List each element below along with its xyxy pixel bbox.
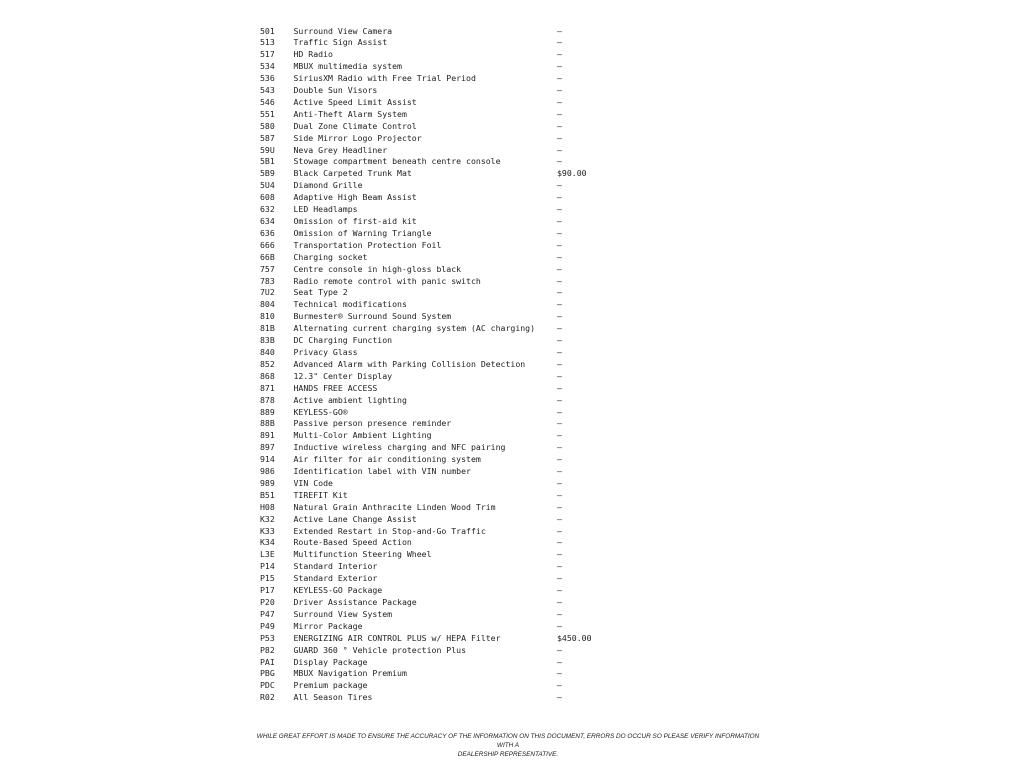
option-description: VIN Code xyxy=(293,477,333,488)
option-description: HD Radio xyxy=(293,49,333,60)
option-description: Double Sun Visors xyxy=(293,85,378,96)
option-price: — xyxy=(557,406,562,417)
option-description: Technical modifications xyxy=(293,299,407,310)
option-code: P15 xyxy=(260,573,275,584)
option-code: 536 xyxy=(260,73,275,84)
option-price: — xyxy=(557,85,562,96)
option-price: — xyxy=(557,382,562,393)
option-description: Inductive wireless charging and NFC pairing xyxy=(293,442,506,453)
option-code: K34 xyxy=(260,537,275,548)
option-description: Route-Based Speed Action xyxy=(293,537,412,548)
option-row xyxy=(260,252,620,264)
option-description: Identification label with VIN number xyxy=(293,466,471,477)
option-description: Multifunction Steering Wheel xyxy=(293,549,432,560)
option-description: Seat Type 2 xyxy=(293,287,348,298)
option-description: Stowage compartment beneath centre console xyxy=(293,156,501,167)
option-code: 513 xyxy=(260,37,275,48)
option-code: 534 xyxy=(260,61,275,72)
option-code: 5U4 xyxy=(260,180,275,191)
option-row xyxy=(260,407,620,419)
option-description: Black Carpeted Trunk Mat xyxy=(293,168,412,179)
option-row xyxy=(260,347,620,359)
option-row xyxy=(260,145,620,157)
option-row xyxy=(260,287,620,299)
option-row xyxy=(260,26,620,38)
option-code: 501 xyxy=(260,25,275,36)
option-price: — xyxy=(557,597,562,607)
option-row xyxy=(260,61,620,73)
option-code: P20 xyxy=(260,597,275,607)
option-description: KEYLESS-GO® xyxy=(293,406,348,417)
option-code: 543 xyxy=(260,85,275,96)
option-code: 868 xyxy=(260,370,275,381)
option-row xyxy=(260,359,620,371)
option-code: 804 xyxy=(260,299,275,310)
option-price: — xyxy=(557,418,562,429)
option-code: 517 xyxy=(260,49,275,60)
option-price: — xyxy=(557,25,562,36)
option-row xyxy=(260,645,620,657)
option-row xyxy=(260,597,620,609)
option-code: 580 xyxy=(260,120,275,131)
option-row xyxy=(260,109,620,121)
option-price: — xyxy=(557,346,562,357)
option-price: — xyxy=(557,454,562,465)
option-price: $90.00 xyxy=(557,168,587,179)
option-description: Centre console in high-gloss black xyxy=(293,263,462,274)
option-code: 546 xyxy=(260,96,275,107)
option-description: Display Package xyxy=(293,656,368,667)
option-row xyxy=(260,609,620,621)
option-price: — xyxy=(557,585,562,596)
option-price: — xyxy=(557,537,562,548)
option-code: P17 xyxy=(260,585,275,596)
disclaimer-line-1: WHILE GREAT EFFORT IS MADE TO ENSURE THE ACCURACY OF THE INFORMATION ON THIS DOCUMENT, ERRORS DO OCCUR SO PLEASE VERIFY INFORMATION WITH A xyxy=(256,733,760,749)
option-row xyxy=(260,657,620,669)
option-price: — xyxy=(557,251,562,262)
option-description: Passive person presence reminder xyxy=(293,418,452,429)
option-code: 5B1 xyxy=(260,156,275,167)
option-code: 852 xyxy=(260,358,275,369)
option-row xyxy=(260,430,620,442)
option-row xyxy=(260,478,620,490)
option-row xyxy=(260,442,620,454)
option-code: 81B xyxy=(260,323,275,334)
option-description: Omission of first-aid kit xyxy=(293,216,417,226)
option-description: Anti-Theft Alarm System xyxy=(293,108,407,119)
option-price: — xyxy=(557,692,562,703)
option-price: — xyxy=(557,335,562,346)
option-price: — xyxy=(557,144,562,155)
option-row xyxy=(260,335,620,347)
option-description: All Season Tires xyxy=(293,692,373,703)
option-description: LED Headlamps xyxy=(293,204,358,215)
option-price: — xyxy=(557,358,562,369)
option-row xyxy=(260,466,620,478)
option-code: P49 xyxy=(260,620,275,631)
option-code: 634 xyxy=(260,216,275,226)
option-code: 891 xyxy=(260,430,275,441)
option-description: Diamond Grille xyxy=(293,180,363,191)
option-price: — xyxy=(557,204,562,215)
disclaimer-line-2: DEALERSHIP REPRESENTATIVE. xyxy=(457,750,559,758)
option-row xyxy=(260,573,620,585)
option-description: Premium package xyxy=(293,680,368,691)
option-price: — xyxy=(557,561,562,572)
option-code: 636 xyxy=(260,227,275,238)
option-price: — xyxy=(557,394,562,405)
option-code: 66B xyxy=(260,251,275,262)
option-code: K33 xyxy=(260,525,275,536)
option-code: 757 xyxy=(260,263,275,274)
option-row xyxy=(260,276,620,288)
option-description: MBUX Navigation Premium xyxy=(293,668,407,679)
option-price: — xyxy=(557,311,562,322)
option-description: Standard Exterior xyxy=(293,573,378,584)
option-row xyxy=(260,240,620,252)
option-description: Transportation Protection Foil xyxy=(293,239,442,250)
option-row xyxy=(260,228,620,240)
option-code: P82 xyxy=(260,644,275,655)
option-price: — xyxy=(557,61,562,72)
option-row xyxy=(260,97,620,109)
option-price: — xyxy=(557,549,562,560)
option-description: Adaptive High Beam Assist xyxy=(293,192,417,203)
option-row xyxy=(260,204,620,216)
option-description: Advanced Alarm with Parking Collision Detection xyxy=(293,358,526,369)
option-price: — xyxy=(557,73,562,84)
option-price: — xyxy=(557,263,562,274)
option-code: L3E xyxy=(260,549,275,560)
option-description: Surround View Camera xyxy=(293,25,393,36)
option-description: Traffic Sign Assist xyxy=(293,37,388,48)
option-row xyxy=(260,156,620,168)
option-row xyxy=(260,621,620,633)
option-code: PBG xyxy=(260,668,275,679)
option-price: — xyxy=(557,120,562,131)
option-description: Air filter for air conditioning system xyxy=(293,454,481,465)
option-row xyxy=(260,192,620,204)
option-row xyxy=(260,502,620,514)
option-price: — xyxy=(557,501,562,512)
option-row xyxy=(260,549,620,561)
option-row xyxy=(260,668,620,680)
option-code: H08 xyxy=(260,501,275,512)
option-price: — xyxy=(557,37,562,48)
option-code: R02 xyxy=(260,692,275,703)
option-price: — xyxy=(557,299,562,310)
option-description: Mirror Package xyxy=(293,620,363,631)
option-description: 12.3" Center Display xyxy=(293,370,393,381)
option-code: P47 xyxy=(260,608,275,619)
option-description: Burmester® Surround Sound System xyxy=(293,311,452,322)
option-price: — xyxy=(557,525,562,536)
option-price: — xyxy=(557,644,562,655)
option-row xyxy=(260,37,620,49)
option-row xyxy=(260,537,620,549)
option-description: Natural Grain Anthracite Linden Wood Trim xyxy=(293,501,496,512)
option-row xyxy=(260,73,620,85)
option-price: — xyxy=(557,323,562,334)
option-description: Neva Grey Headliner xyxy=(293,144,388,155)
option-code: 914 xyxy=(260,454,275,465)
option-code: 840 xyxy=(260,346,275,357)
option-row xyxy=(260,680,620,692)
option-price: — xyxy=(557,477,562,488)
option-row xyxy=(260,454,620,466)
option-price: — xyxy=(557,96,562,107)
option-row xyxy=(260,299,620,311)
option-row xyxy=(260,371,620,383)
option-description: ENERGIZING AIR CONTROL PLUS w/ HEPA Filter xyxy=(293,632,501,643)
option-price: — xyxy=(557,620,562,631)
option-description: Side Mirror Logo Projector xyxy=(293,132,422,143)
option-price: — xyxy=(557,608,562,619)
option-code: 986 xyxy=(260,466,275,477)
option-price: $450.00 xyxy=(557,632,592,643)
option-price: — xyxy=(557,573,562,584)
option-price: — xyxy=(557,239,562,250)
option-row xyxy=(260,526,620,538)
option-code: 989 xyxy=(260,477,275,488)
option-row xyxy=(260,323,620,335)
option-price: — xyxy=(557,275,562,286)
option-code: 587 xyxy=(260,132,275,143)
option-row xyxy=(260,85,620,97)
option-code: 551 xyxy=(260,108,275,119)
option-description: Privacy Glass xyxy=(293,346,358,357)
option-row xyxy=(260,418,620,430)
option-description: Multi-Color Ambient Lighting xyxy=(293,430,432,441)
option-code: 889 xyxy=(260,406,275,417)
options-list xyxy=(260,26,620,705)
option-row xyxy=(260,585,620,597)
option-code: B51 xyxy=(260,489,275,500)
option-description: HANDS FREE ACCESS xyxy=(293,382,378,393)
option-row xyxy=(260,692,620,704)
option-description: Surround View System xyxy=(293,608,393,619)
option-description: Radio remote control with panic switch xyxy=(293,275,481,286)
option-description: GUARD 360 ° Vehicle protection Plus xyxy=(293,644,467,655)
option-price: — xyxy=(557,656,562,667)
option-code: 783 xyxy=(260,275,275,286)
option-description: TIREFIT Kit xyxy=(293,489,348,500)
option-code: 5B9 xyxy=(260,168,275,179)
option-code: P14 xyxy=(260,561,275,572)
option-price: — xyxy=(557,430,562,441)
option-description: Active Lane Change Assist xyxy=(293,513,417,524)
option-code: P53 xyxy=(260,632,275,643)
option-row xyxy=(260,121,620,133)
option-code: K32 xyxy=(260,513,275,524)
option-description: Charging socket xyxy=(293,251,368,262)
option-price: — xyxy=(557,680,562,691)
option-price: — xyxy=(557,668,562,679)
option-description: Active ambient lighting xyxy=(293,394,407,405)
option-code: 666 xyxy=(260,239,275,250)
option-description: KEYLESS-GO Package xyxy=(293,585,383,596)
option-row xyxy=(260,133,620,145)
option-code: 878 xyxy=(260,394,275,405)
option-row xyxy=(260,168,620,180)
option-row xyxy=(260,561,620,573)
option-description: MBUX multimedia system xyxy=(293,61,402,72)
option-code: 871 xyxy=(260,382,275,393)
option-price: — xyxy=(557,442,562,453)
option-price: — xyxy=(557,156,562,167)
option-code: PAI xyxy=(260,656,275,667)
option-description: Active Speed Limit Assist xyxy=(293,96,417,107)
option-description: Extended Restart in Stop-and-Go Traffic xyxy=(293,525,486,536)
option-code: 7U2 xyxy=(260,287,275,298)
option-price: — xyxy=(557,132,562,143)
option-description: SiriusXM Radio with Free Trial Period xyxy=(293,73,476,84)
option-price: — xyxy=(557,180,562,191)
option-row xyxy=(260,490,620,502)
option-row xyxy=(260,49,620,61)
option-code: 608 xyxy=(260,192,275,203)
option-row xyxy=(260,180,620,192)
disclaimer xyxy=(250,733,766,759)
option-price: — xyxy=(557,370,562,381)
option-row xyxy=(260,383,620,395)
option-description: Omission of Warning Triangle xyxy=(293,227,432,238)
option-price: — xyxy=(557,466,562,477)
option-code: 810 xyxy=(260,311,275,322)
option-price: — xyxy=(557,192,562,203)
option-code: 88B xyxy=(260,418,275,429)
option-price: — xyxy=(557,287,562,298)
option-code: 897 xyxy=(260,442,275,453)
option-description: Dual Zone Climate Control xyxy=(293,120,417,131)
option-price: — xyxy=(557,227,562,238)
option-price: — xyxy=(557,49,562,60)
option-row xyxy=(260,311,620,323)
option-code: 632 xyxy=(260,204,275,215)
option-description: Standard Interior xyxy=(293,561,378,572)
option-code: 83B xyxy=(260,335,275,346)
option-row xyxy=(260,395,620,407)
option-row xyxy=(260,264,620,276)
option-description: Driver Assistance Package xyxy=(293,597,417,607)
option-row xyxy=(260,216,620,228)
option-price: — xyxy=(557,216,562,226)
option-price: — xyxy=(557,489,562,500)
option-code: 59U xyxy=(260,144,275,155)
option-row xyxy=(260,514,620,526)
option-row xyxy=(260,633,620,645)
option-description: DC Charging Function xyxy=(293,335,393,346)
option-price: — xyxy=(557,513,562,524)
option-code: PDC xyxy=(260,680,275,691)
option-description: Alternating current charging system (AC charging) xyxy=(293,323,536,334)
option-price: — xyxy=(557,108,562,119)
